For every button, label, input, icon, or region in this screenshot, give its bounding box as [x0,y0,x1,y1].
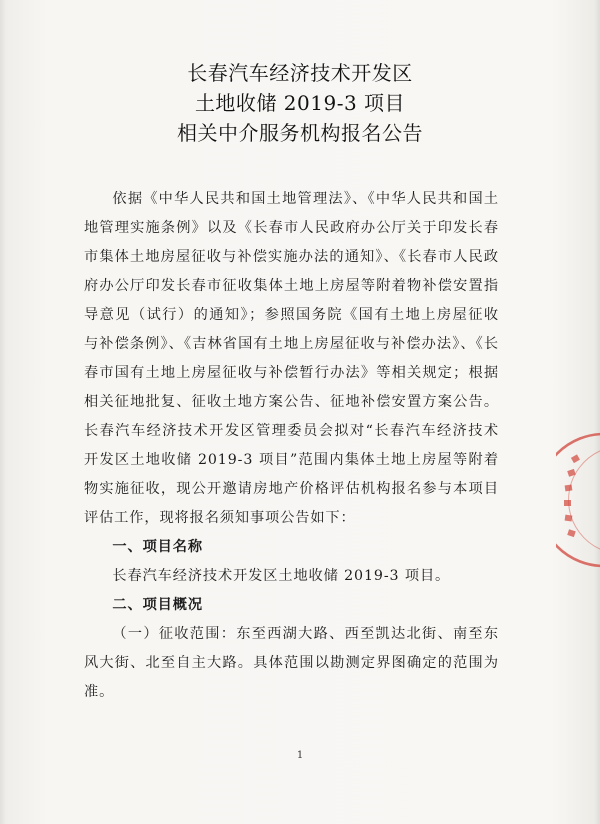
title-line-3: 相关中介服务机构报名公告 [177,121,423,145]
page-number: 1 [296,750,304,761]
document-body [84,185,499,707]
section-heading-project-overview: 二、项目概况 [112,597,203,613]
expropriation-scope-paragraph: （一）征收范围：东至西湖大路、西至凯达北街、南至东风大街、北至自主大路。具体范围以勘测定界图确定的范围为准。 [84,626,499,700]
partial-red-seal-stamp [556,430,600,570]
title-line-2: 土地收储 2019-3 项目 [194,91,406,115]
project-name-text: 长春汽车经济技术开发区土地收储 2019-3 项目。 [112,568,451,584]
title-line-1: 长春汽车经济技术开发区 [187,61,413,85]
intro-paragraph: 依据《中华人民共和国土地管理法》、《中华人民共和国土地管理实施条例》以及《长春市人民政府办公厅关于印发长春市集体土地房屋征收与补偿实施办法的通知》、《长春市人民政府办公厅印发长春市征收集体土地上房屋等附着物补偿安置指导意见（试行）的通知》；参照国务院《国有土地上房屋征收与补偿条例》、《吉林省国有土地上房屋征收与补偿办法》、《长春市国有土地上房屋征收与补偿暂行办法》等相关规定；根据相关征地批复、征收土地方案公告、征地补偿安置方案公告。长春汽车经济技术开发区管理委员会拟对“长春汽车经济技术开发区土地收储 2019-3 项目”范围内集体土地上房屋等附着物实施征收，现公开邀请房地产价格评估机构报名参与本项目评估工作，现将报名须知事项公告如下： [84,191,499,526]
document-title [0,58,600,148]
section-heading-project-name: 一、项目名称 [112,539,203,555]
